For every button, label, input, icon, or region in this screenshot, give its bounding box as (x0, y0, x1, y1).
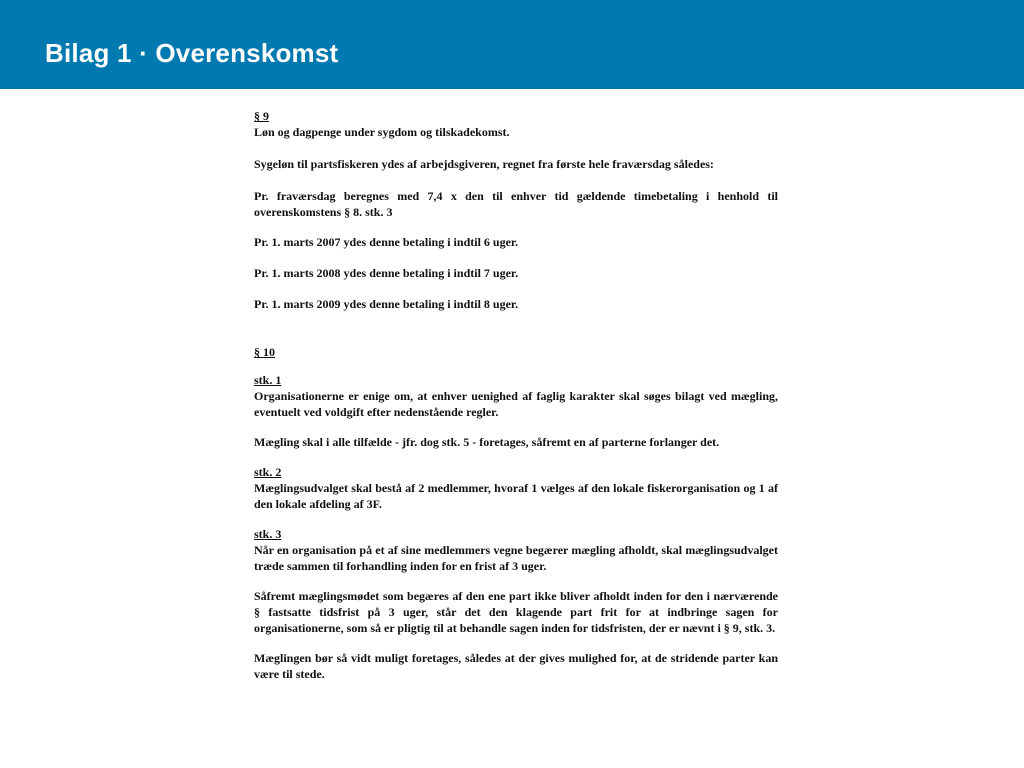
payment-2009: Pr. 1. marts 2009 ydes denne betaling i indtil 8 uger. (254, 297, 519, 311)
stk-3-text-3: Mæglingen bør så vidt muligt foretages, således at der gives mulighed for, at de stridende parter kan være til stede. (254, 651, 778, 681)
title-bar (0, 0, 1024, 89)
section-9-subtitle: Løn og dagpenge under sygdom og tilskadekomst. (254, 125, 510, 139)
section-9-intro: Sygeløn til partsfiskeren ydes af arbejdsgiveren, regnet fra første hele fraværsdag således: (254, 157, 714, 171)
stk-1-label: stk. 1 (254, 373, 282, 387)
stk-2-label: stk. 2 (254, 465, 282, 479)
document-scan (254, 108, 778, 682)
stk-3-label: stk. 3 (254, 527, 282, 541)
stk-1-text-1: Organisationerne er enige om, at enhver uenighed af faglig karakter skal søges bilagt ved mægling, eventuelt ved voldgift efter nedenstående regler. (254, 389, 778, 419)
section-10-heading: § 10 (254, 345, 275, 359)
payment-2008: Pr. 1. marts 2008 ydes denne betaling i indtil 7 uger. (254, 266, 519, 280)
section-9-heading: § 9 (254, 109, 269, 123)
stk-2-text: Mæglingsudvalget skal bestå af 2 medlemmer, hvoraf 1 vælges af den lokale fiskerorganisation og 1 af den lokale afdeling af 3F. (254, 481, 778, 511)
stk-3-text-2: Såfremt mæglingsmødet som begæres af den ene part ikke bliver afholdt inden for den i nærværende § fastsatte tidsfrist på 3 uger, står det den klagende part frit for at indbringe sagen for organisationerne, som så er pligtig til at behandle sagen inden for tidsfristen, der er nævnt i § 9, stk. 3. (254, 589, 778, 635)
section-9-rule: Pr. fraværsdag beregnes med 7,4 x den til enhver tid gældende timebetaling i henhold til overenskomstens § 8. stk. 3 (254, 189, 778, 219)
payment-2007: Pr. 1. marts 2007 ydes denne betaling i indtil 6 uger. (254, 235, 519, 249)
page-title: Bilag 1 · Overenskomst (45, 38, 339, 68)
stk-3-text-1: Når en organisation på et af sine medlemmers vegne begærer mægling afholdt, skal mæglingsudvalget træde sammen til forhandling inden for en frist af 3 uger. (254, 543, 778, 573)
stk-1-text-2: Mægling skal i alle tilfælde - jfr. dog stk. 5 - foretages, såfremt en af parterne forlanger det. (254, 435, 720, 449)
